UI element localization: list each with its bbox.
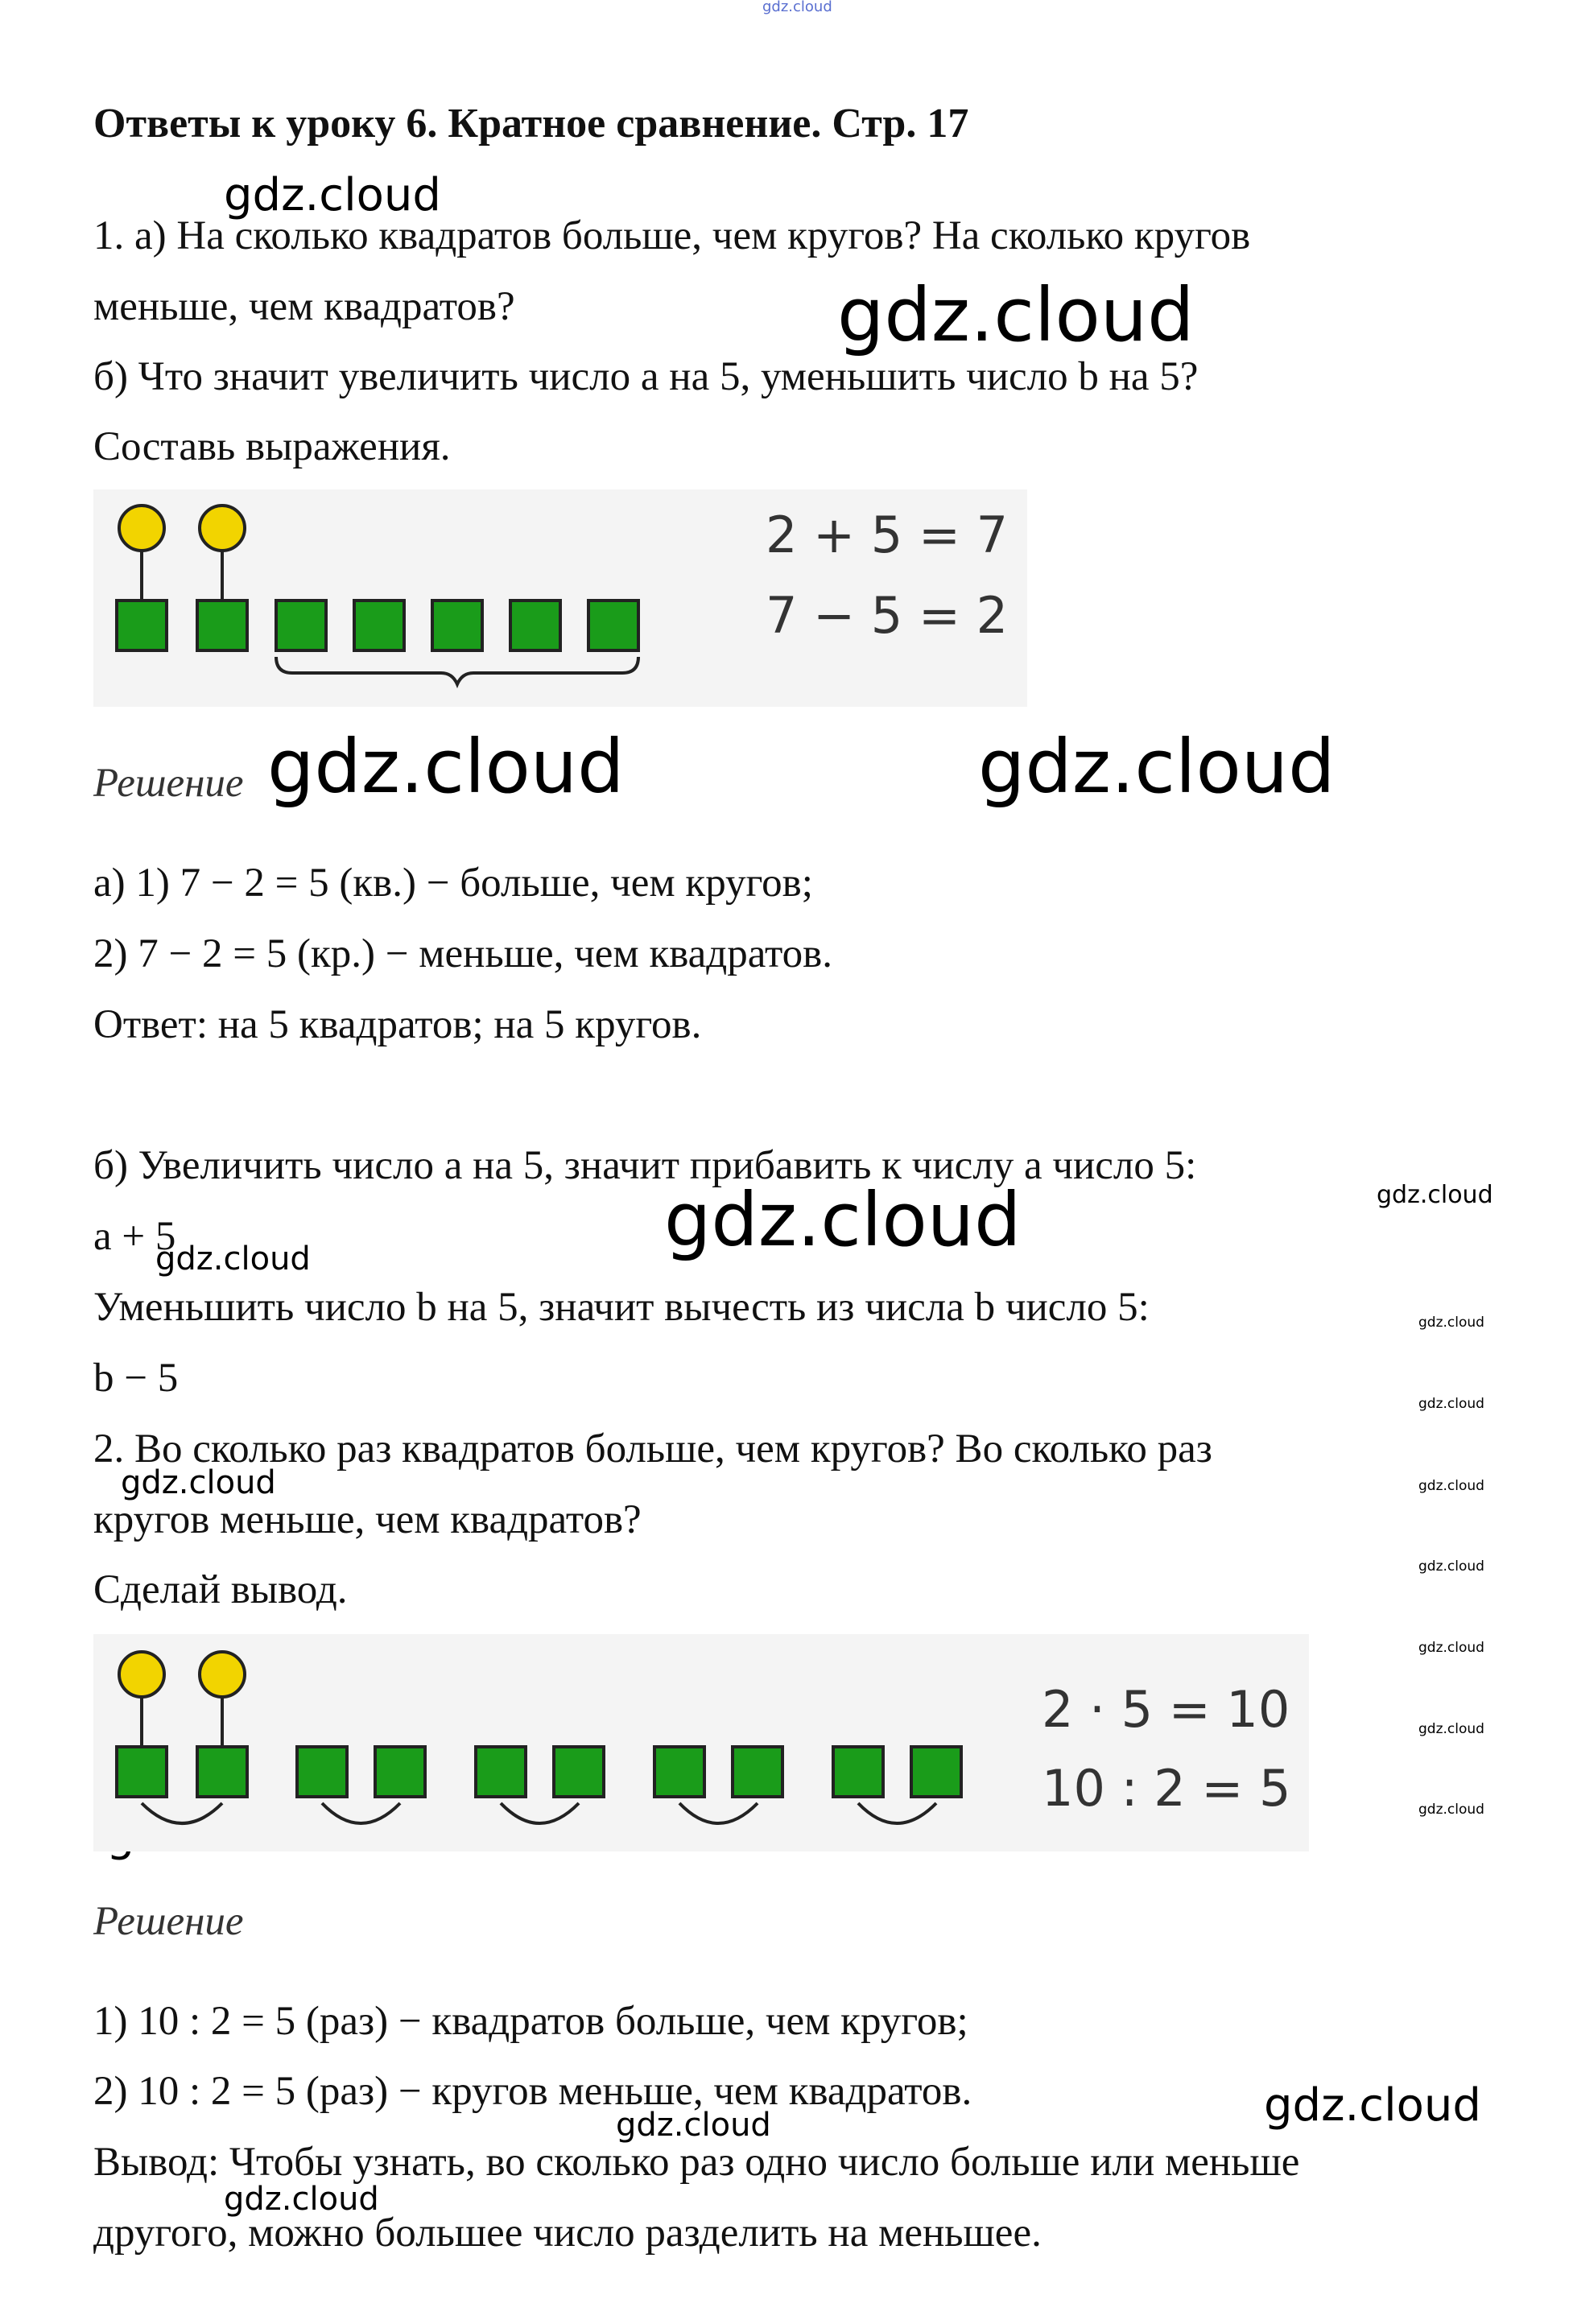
task1-solution-label: Решение <box>93 761 244 806</box>
figure2-equation-1: 2 · 5 = 10 <box>1042 1680 1290 1739</box>
yellow-circle <box>200 1652 245 1697</box>
watermark: gdz.cloud <box>155 1240 311 1278</box>
green-square <box>297 1747 347 1797</box>
watermark-top: gdz.cloud <box>762 0 832 15</box>
task2-conclusion-line1: Вывод: Чтобы узнать, во сколько раз одно число больше или меньше <box>93 2140 1300 2185</box>
task2-question-line3: Сделай вывод. <box>93 1567 348 1612</box>
green-square <box>911 1747 961 1797</box>
task2-question-line1: 2. Во сколько раз квадратов больше, чем кругов? Во сколько раз <box>93 1426 1212 1472</box>
green-square <box>588 601 638 650</box>
watermark: gdz.cloud <box>616 2107 771 2144</box>
figure1-equation-2: 7 − 5 = 2 <box>766 586 1009 645</box>
task1-question-a-line2: меньше, чем квадратов? <box>93 284 515 329</box>
task1-solution-b-line1: б) Увеличить число a на 5, значит прибавить к числу a число 5: <box>93 1143 1197 1188</box>
green-square <box>510 601 560 650</box>
watermark: gdz.cloud <box>1418 1721 1484 1737</box>
task2-solution-line2: 2) 10 : 2 = 5 (раз) − кругов меньше, чем квадратов. <box>93 2069 972 2114</box>
watermark: gdz.cloud <box>1418 1315 1484 1331</box>
green-square <box>197 601 247 650</box>
figure-task2 <box>93 1634 1309 1851</box>
watermark: gdz.cloud <box>121 1464 276 1501</box>
watermark: gdz.cloud <box>1264 2079 1481 2132</box>
task1-expression-2: b − 5 <box>93 1356 179 1401</box>
task1-expression-1: a + 5 <box>93 1214 176 1259</box>
watermark: gdz.cloud <box>1418 1640 1484 1656</box>
green-square <box>354 601 404 650</box>
watermark: gdz.cloud <box>267 724 625 810</box>
green-square <box>432 601 482 650</box>
green-square <box>276 601 326 650</box>
task1-solution-a-line2: 2) 7 − 2 = 5 (кр.) − меньше, чем квадратов. <box>93 931 832 976</box>
task1-question-a-line1: 1. а) На сколько квадратов больше, чем кругов? На сколько кругов <box>93 213 1251 258</box>
task1-question-b-line2: Составь выражения. <box>93 424 451 469</box>
green-square <box>833 1747 883 1797</box>
watermark: gdz.cloud <box>1418 1558 1484 1575</box>
green-square <box>117 601 167 650</box>
task1-solution-a-line1: а) 1) 7 − 2 = 5 (кв.) − больше, чем кругов; <box>93 861 813 906</box>
figure2-equation-2: 10 : 2 = 5 <box>1042 1759 1291 1818</box>
green-square <box>733 1747 782 1797</box>
task2-conclusion-line2: другого, можно большее число разделить на меньшее. <box>93 2210 1042 2256</box>
yellow-circle <box>119 1652 164 1697</box>
task1-question-b-line1: б) Что значит увеличить число a на 5, уменьшить число b на 5? <box>93 354 1199 399</box>
watermark: gdz.cloud <box>1418 1396 1484 1412</box>
watermark: gdz.cloud <box>664 1177 1022 1263</box>
watermark: gdz.cloud <box>224 2181 379 2218</box>
yellow-circle <box>200 506 245 551</box>
watermark: gdz.cloud <box>1418 1478 1484 1494</box>
task2-solution-label: Решение <box>93 1899 244 1944</box>
green-square <box>654 1747 704 1797</box>
watermark: gdz.cloud <box>1418 1802 1484 1818</box>
task1-answer: Ответ: на 5 квадратов; на 5 кругов. <box>93 1002 702 1047</box>
task1-solution-b-line2: Уменьшить число b на 5, значит вычесть из числа b число 5: <box>93 1285 1150 1330</box>
green-square <box>375 1747 425 1797</box>
page-title: Ответы к уроку 6. Кратное сравнение. Стр. 17 <box>93 101 969 147</box>
watermark: gdz.cloud <box>837 272 1195 358</box>
watermark: gdz.cloud <box>1377 1181 1493 1209</box>
figure-task1 <box>93 489 1027 707</box>
green-square <box>117 1747 167 1797</box>
green-square <box>476 1747 526 1797</box>
watermark: gdz.cloud <box>978 724 1336 810</box>
yellow-circle <box>119 506 164 551</box>
figure1-equation-1: 2 + 5 = 7 <box>766 506 1009 564</box>
task2-question-line2: кругов меньше, чем квадратов? <box>93 1497 642 1542</box>
green-square <box>197 1747 247 1797</box>
green-square <box>554 1747 604 1797</box>
watermark: gdz.cloud <box>224 169 441 221</box>
task2-solution-line1: 1) 10 : 2 = 5 (раз) − квадратов больше, чем кругов; <box>93 1999 968 2044</box>
